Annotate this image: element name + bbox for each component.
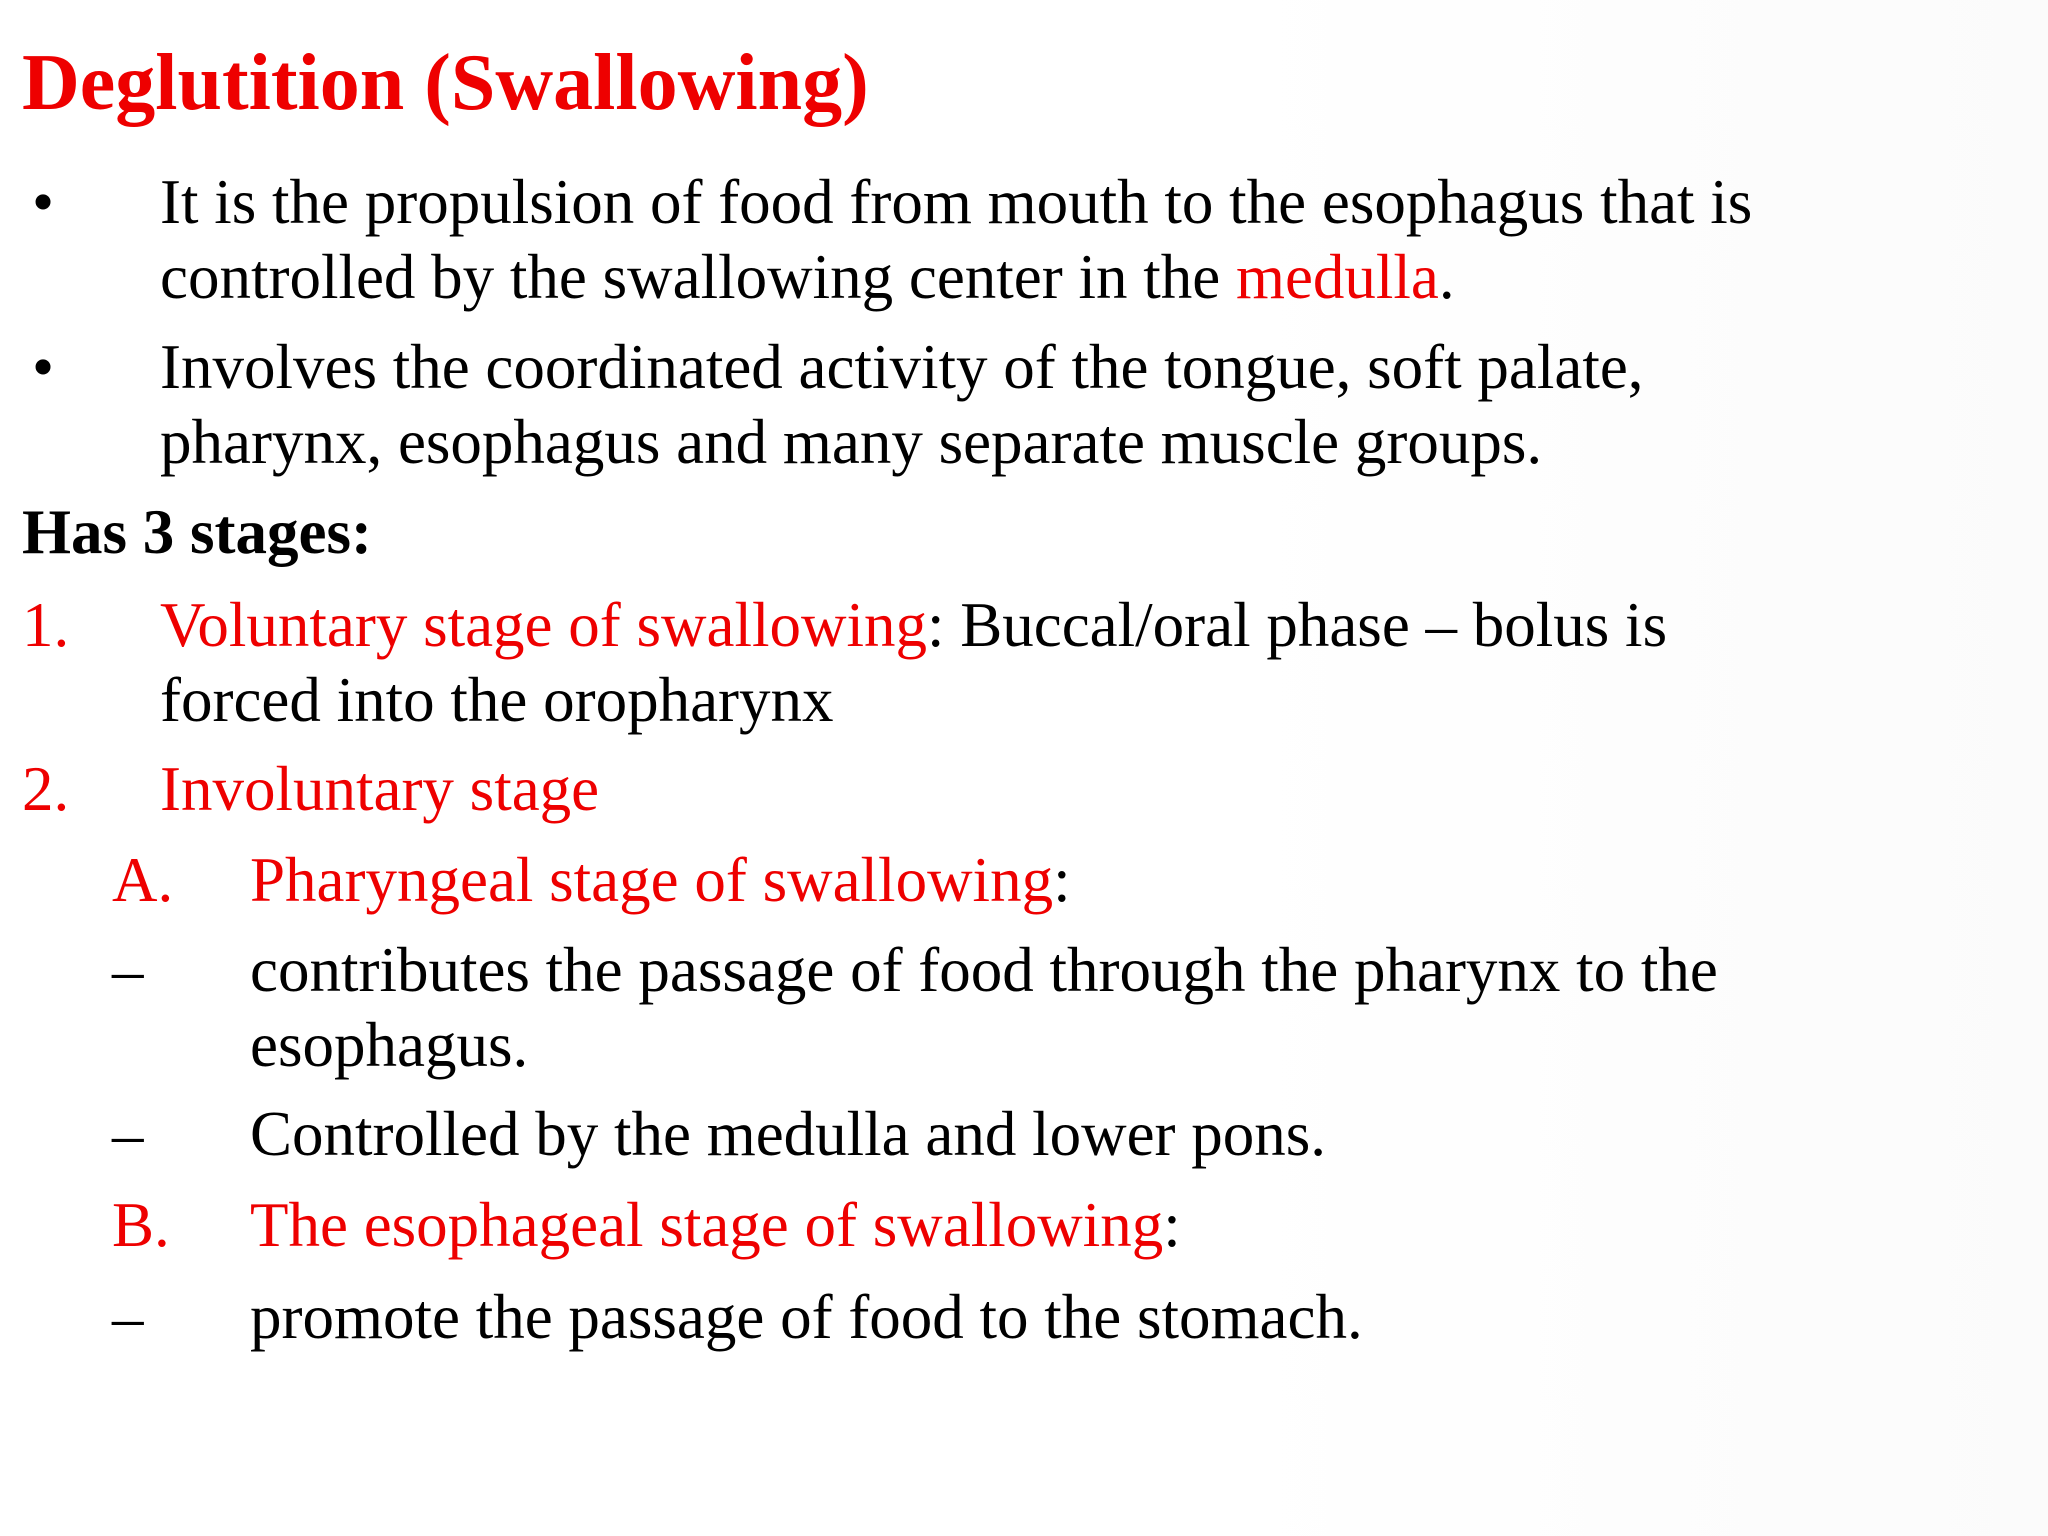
stage-1-highlight: Voluntary stage of swallowing bbox=[160, 590, 927, 660]
stage-1-rest: : Buccal/oral phase – bolus is bbox=[926, 590, 1668, 660]
dash-marker: – bbox=[112, 935, 144, 1005]
substage-line bbox=[250, 1188, 1181, 1263]
bullet-marker: • bbox=[32, 332, 55, 402]
dash-marker: – bbox=[112, 1282, 144, 1352]
point-line: Controlled by the medulla and lower pons. bbox=[250, 1099, 1327, 1169]
bullet-line bbox=[160, 240, 1455, 315]
point-line: esophagus. bbox=[250, 1010, 529, 1080]
bullet-marker: • bbox=[32, 167, 55, 237]
highlight-medulla: medulla bbox=[1235, 242, 1439, 312]
substage-line bbox=[250, 843, 1071, 918]
substage-letter: B. bbox=[112, 1190, 170, 1260]
stages-heading: Has 3 stages: bbox=[22, 497, 372, 567]
point-line: promote the passage of food to the stomach. bbox=[250, 1282, 1363, 1352]
bullet-text: controlled by the swallowing center in the bbox=[160, 242, 1236, 312]
slide-title: Deglutition (Swallowing) bbox=[22, 39, 869, 127]
bullet-line: It is the propulsion of food from mouth to the esophagus that is bbox=[160, 167, 1753, 237]
substage-a-highlight: Pharyngeal stage of swallowing bbox=[250, 845, 1054, 915]
point-line: contributes the passage of food through the pharynx to the bbox=[250, 935, 1718, 1005]
bullet-line: pharynx, esophagus and many separate muscle groups. bbox=[160, 407, 1543, 477]
stage-line bbox=[160, 588, 1667, 663]
stage-line: forced into the oropharynx bbox=[160, 665, 834, 735]
substage-b-highlight: The esophageal stage of swallowing bbox=[250, 1190, 1164, 1260]
substage-letter: A. bbox=[112, 845, 174, 915]
stage-number: 1. bbox=[22, 590, 70, 660]
substage-b-colon: : bbox=[1163, 1190, 1181, 1260]
stage-2-label: Involuntary stage bbox=[160, 754, 600, 824]
dash-marker: – bbox=[112, 1099, 144, 1169]
bullet-punctuation: . bbox=[1438, 242, 1455, 312]
bullet-line: Involves the coordinated activity of the tongue, soft palate, bbox=[160, 332, 1644, 402]
substage-a-colon: : bbox=[1053, 845, 1071, 915]
stage-number: 2. bbox=[22, 754, 70, 824]
